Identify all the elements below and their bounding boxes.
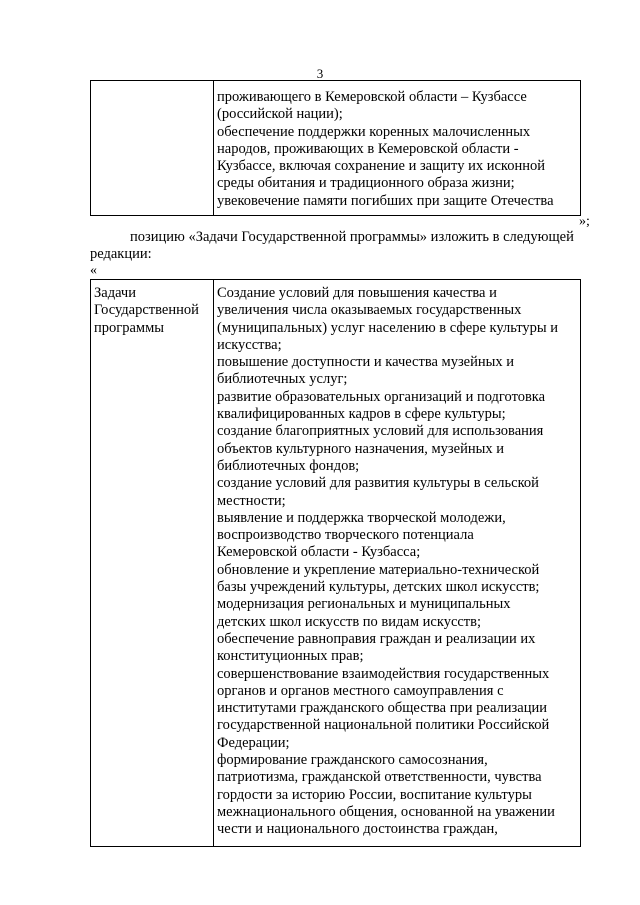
task-line: квалифицированных кадров в сфере культуры; <box>217 406 506 423</box>
label-line: программы <box>94 319 164 336</box>
task-line: выявление и поддержка творческой молодежи, <box>217 509 506 526</box>
task-line: библиотечных услуг; <box>217 371 348 388</box>
label-line: Задачи <box>94 285 136 301</box>
text-line: обеспечение поддержки коренных малочисленных <box>217 123 531 140</box>
task-line: детских школ искусств по видам искусств; <box>217 613 482 630</box>
opening-quote: « <box>90 263 97 278</box>
text-line: среды обитания и традиционного образа жизни; <box>217 175 515 192</box>
top-table-text <box>214 81 580 210</box>
task-line: патриотизма, гражданской ответственности, чувства <box>217 769 542 786</box>
task-line: развитие образовательных организаций и подготовка <box>217 388 546 405</box>
instruction-line-2: редакции: <box>90 246 152 263</box>
task-line: искусства; <box>217 336 282 353</box>
instruction-line-1: позицию «Задачи Государственной программы» изложить в следующей <box>130 229 574 245</box>
table-row <box>91 280 581 847</box>
task-line: повышение доступности и качества музейных и <box>217 354 515 371</box>
text-line: проживающего в Кемеровской области – Кузбассе <box>217 89 527 105</box>
task-line: библиотечных фондов; <box>217 457 360 474</box>
text-line: Кузбассе, включая сохранение и защиту их исконной <box>217 158 545 175</box>
tasks-table <box>90 279 581 847</box>
task-line: обновление и укрепление материально-технической <box>217 561 540 578</box>
task-line: межнационального общения, основанной на уважении <box>217 803 555 820</box>
text-line: народов, проживающих в Кемеровской области - <box>217 140 519 157</box>
task-line: конституционных прав; <box>217 648 364 665</box>
task-line: гордости за историю России, воспитание культуры <box>217 786 532 803</box>
task-line: чести и национального достоинства граждан, <box>217 821 498 838</box>
closing-quote: »; <box>579 214 590 229</box>
tasks-table-label <box>91 280 213 337</box>
tasks-table-content <box>214 280 580 839</box>
task-line: (муниципальных) услуг населению в сфере культуры и <box>217 319 559 336</box>
label-line: Государственной <box>94 302 199 319</box>
tasks-table-label-cell <box>91 280 214 847</box>
task-line: базы учреждений культуры, детских школ искусств; <box>217 579 540 596</box>
task-line: государственной национальной политики Российской <box>217 717 550 734</box>
task-line: органов и органов местного самоуправления с <box>217 682 504 699</box>
task-line: местности; <box>217 492 286 509</box>
task-line: объектов культурного назначения, музейных и <box>217 440 504 457</box>
task-line: совершенствование взаимодействия государственных <box>217 665 550 682</box>
task-line: обеспечение равноправия граждан и реализации их <box>217 630 536 647</box>
tasks-table-content-cell <box>214 280 581 847</box>
instruction-paragraph <box>90 229 598 264</box>
text-line: увековечение памяти погибших при защите Отечества <box>217 192 554 209</box>
task-line: создание благоприятных условий для использования <box>217 423 544 440</box>
table-row <box>91 81 581 216</box>
task-line: модернизация региональных и муниципальных <box>217 596 511 613</box>
page-number: 3 <box>316 66 324 81</box>
text-line: (российской нации); <box>217 106 343 123</box>
task-line: Федерации; <box>217 734 290 751</box>
task-line: воспроизводство творческого потенциала <box>217 527 474 544</box>
top-table-right-cell <box>214 81 581 216</box>
task-line: формирование гражданского самосознания, <box>217 752 488 769</box>
task-line: Кемеровской области - Кузбасса; <box>217 544 421 561</box>
task-line: создание условий для развития культуры в сельской <box>217 475 539 492</box>
task-line: увеличения числа оказываемых государственных <box>217 302 522 319</box>
top-table-left-cell <box>91 81 214 216</box>
task-line: институтами гражданского общества при реализации <box>217 700 547 717</box>
top-table <box>90 80 581 216</box>
task-line: Создание условий для повышения качества и <box>217 285 497 301</box>
